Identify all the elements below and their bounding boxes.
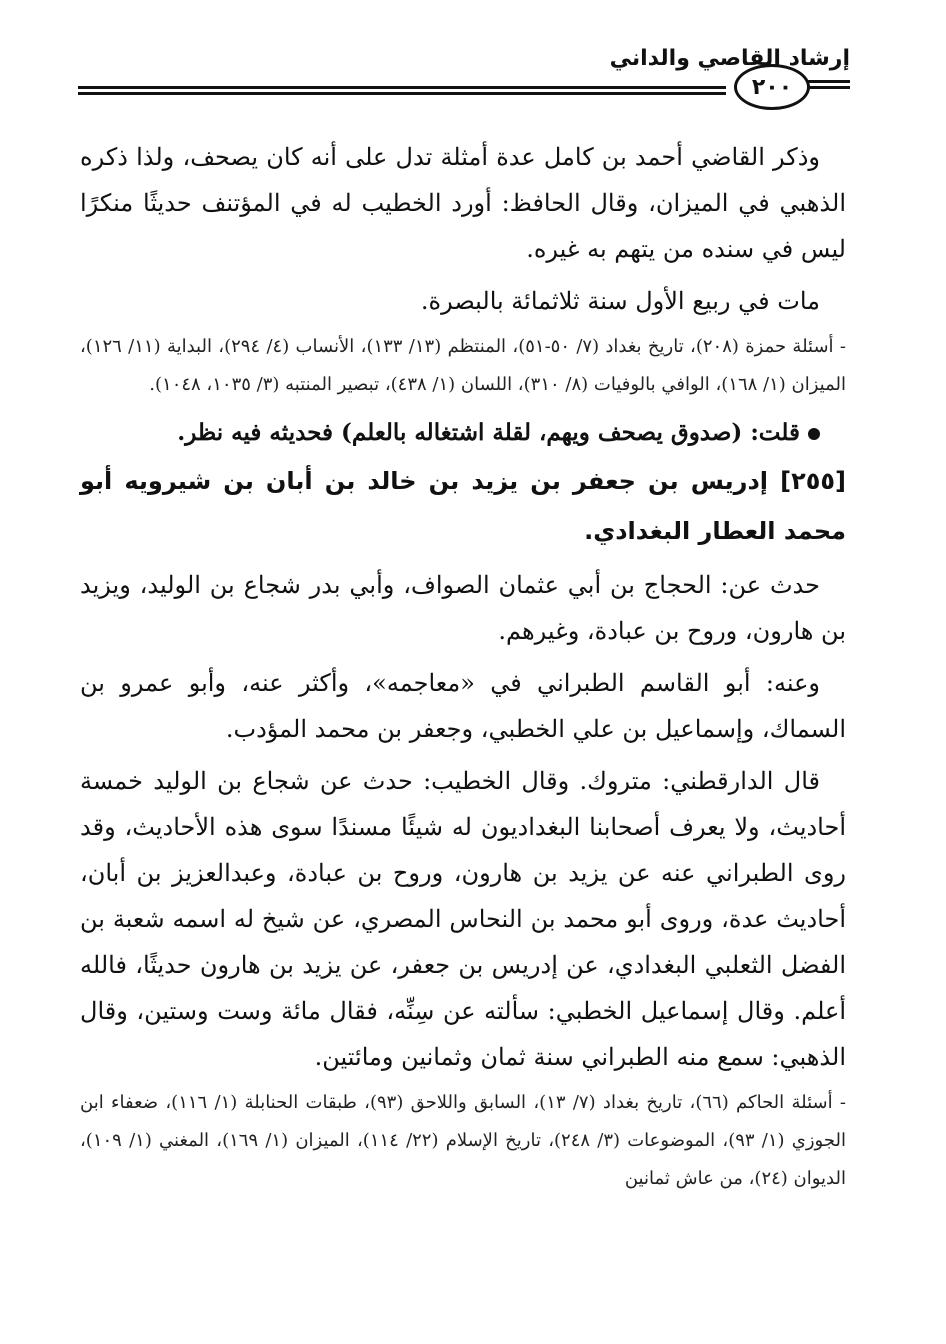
bullet-icon — [808, 428, 820, 440]
entry-heading: [٢٥٥] إدريس بن جعفر بن يزيد بن خالد بن أبان بن شيرويه أبو محمد العطار البغدادي. — [80, 467, 846, 545]
header-rule-short-bottom — [808, 86, 850, 89]
header-rule-top — [78, 86, 726, 89]
header-rule-bottom — [78, 92, 726, 95]
paragraph-critique: قال الدارقطني: متروك. وقال الخطيب: حدث عن شجاع بن الوليد خمسة أحاديث، ولا يعرف أصحابنا البغداديون له شيئًا مسندًا سوى هذه الأحاديث، وقد روى الطبراني عنه عن يزيد بن هارون، وروح بن عبادة، وعبدالعزيز بن أبان، أحاديث عدة، وروى أبو محمد بن النحاس المصري، عن شيخ له اسمه شعبة بن الفضل الثعلبي البغدادي، عن إدريس بن جعفر، عن يزيد بن هارون حديثًا، فالله أعلم. وقال إسماعيل الخطبي: سألته عن سِنِّه، فقال مائة وست وستين، وقال الذهبي: سمع منه الطبراني سنة ثمان وثمانين ومائتين. — [80, 767, 846, 1071]
paragraph-death: مات في ربيع الأول سنة ثلاثمائة بالبصرة. — [420, 287, 820, 315]
verdict-text: (صدوق يصحف ويهم، لقلة اشتغاله بالعلم) فحديثه فيه نظر. — [177, 419, 743, 446]
verdict-paragraph — [80, 410, 846, 456]
sources-note-2: - أسئلة الحاكم (٦٦)، تاريخ بغداد (٧/ ١٣)، السابق واللاحق (٩٣)، طبقات الحنابلة (١/ ١١٦)، ضعفاء ابن الجوزي (١/ ٩٣)، الموضوعات (٣/ ٢٤٨)، تاريخ الإسلام (٢٢/ ١١٤)، الميزان (١/ ١٦٩)، المغني (١/ ١٠٩)، الديوان (٢٤)، من عاش ثمانين — [80, 1092, 846, 1189]
page-body — [80, 134, 846, 1198]
sources-note-1: - أسئلة حمزة (٢٠٨)، تاريخ بغداد (٧/ ٥٠-٥١)، المنتظم (١٣/ ١٣٣)، الأنساب (٤/ ٢٩٤)، البداية (١١/ ١٢٦)، الميزان (١/ ١٦٨)، الوافي بالوفيات (٨/ ٣١٠)، اللسان (١/ ٤٣٨)، تبصير المنتبه (٣/ ١٠٣٥، ١٠٤٨). — [80, 336, 846, 395]
running-title: إرشاد القاصي والداني — [609, 46, 850, 71]
page-header — [78, 40, 850, 110]
paragraph-narrated-from: حدث عن: الحجاج بن أبي عثمان الصواف، وأبي بدر شجاع بن الوليد، ويزيد بن هارون، وروح بن عبادة، وغيرهم. — [80, 571, 846, 645]
paragraph-qadi: وذكر القاضي أحمد بن كامل عدة أمثلة تدل على أنه كان يصحف، ولذا ذكره الذهبي في الميزان، وقال الحافظ: أورد الخطيب له في المؤتنف حديثًا منكرًا ليس في سنده من يتهم به غيره. — [80, 143, 846, 263]
header-rule-short-top — [808, 80, 850, 83]
verdict-label: قلت: — [750, 419, 800, 446]
page-number: ٢٠٠ — [734, 64, 810, 110]
paragraph-narrated-by: وعنه: أبو القاسم الطبراني في «معاجمه»، وأكثر عنه، وأبو عمرو بن السماك، وإسماعيل بن علي الخطبي، وجعفر بن محمد المؤدب. — [80, 669, 846, 743]
